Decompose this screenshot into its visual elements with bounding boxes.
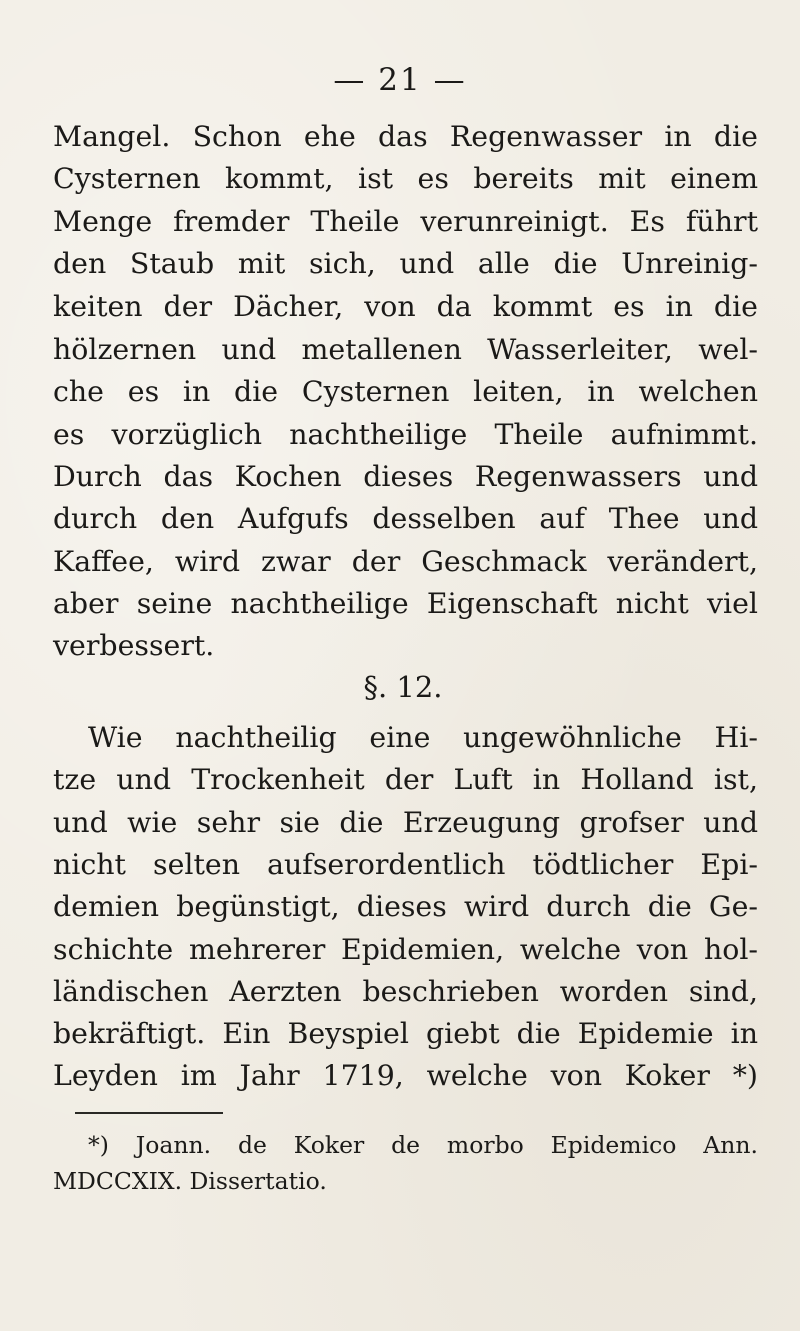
footnote-line: *) Joann. de Koker de morbo Epidemico Ann. (88, 1131, 758, 1159)
text-line: durch den Aufgufs desselben auf Thee und (53, 502, 758, 535)
text-line: Wie nachtheilig eine ungewöhnliche Hi- (88, 721, 758, 754)
text-line: schichte mehrerer Epidemien, welche von hol- (53, 933, 758, 966)
text-line: keiten der Dächer, von da kommt es in die (53, 290, 758, 323)
text-line: Durch das Kochen dieses Regenwassers und (53, 460, 758, 493)
text-line: demien begünstigt, dieses wird durch die Ge- (53, 890, 758, 923)
text-line: nicht selten aufserordentlich tödtlicher Epi- (53, 848, 758, 881)
text-line: und wie sehr sie die Erzeugung grofser und (53, 806, 758, 839)
text-line: den Staub mit sich, und alle die Unreinig- (53, 247, 758, 280)
text-line: verbessert. (53, 629, 215, 662)
text-line: Leyden im Jahr 1719, welche von Koker *) (53, 1059, 758, 1092)
footnote-line: MDCCXIX. Dissertatio. (53, 1167, 327, 1195)
text-line: es vorzüglich nachtheilige Theile aufnimmt. (53, 418, 758, 451)
text-line: aber seine nachtheilige Eigenschaft nicht viel (53, 587, 758, 620)
text-line: Cysternen kommt, ist es bereits mit einem (53, 162, 758, 195)
text-line: che es in die Cysternen leiten, in welchen (53, 375, 758, 408)
text-line: Mangel. Schon ehe das Regenwasser in die (53, 120, 758, 153)
footnote-rule (75, 1112, 223, 1114)
text-line: hölzernen und metallenen Wasserleiter, wel- (53, 333, 758, 366)
page-number: — 21 — (333, 62, 467, 98)
text-line: Menge fremder Theile verunreinigt. Es führt (53, 205, 758, 238)
text-line: ländischen Aerzten beschrieben worden sind, (53, 975, 758, 1008)
text-line: Kaffee, wird zwar der Geschmack verändert, (53, 545, 758, 578)
text-line: bekräftigt. Ein Beyspiel giebt die Epidemie in (53, 1017, 758, 1050)
text-line: tze und Trockenheit der Luft in Holland ist, (53, 763, 758, 796)
section-heading: §. 12. (363, 670, 443, 704)
